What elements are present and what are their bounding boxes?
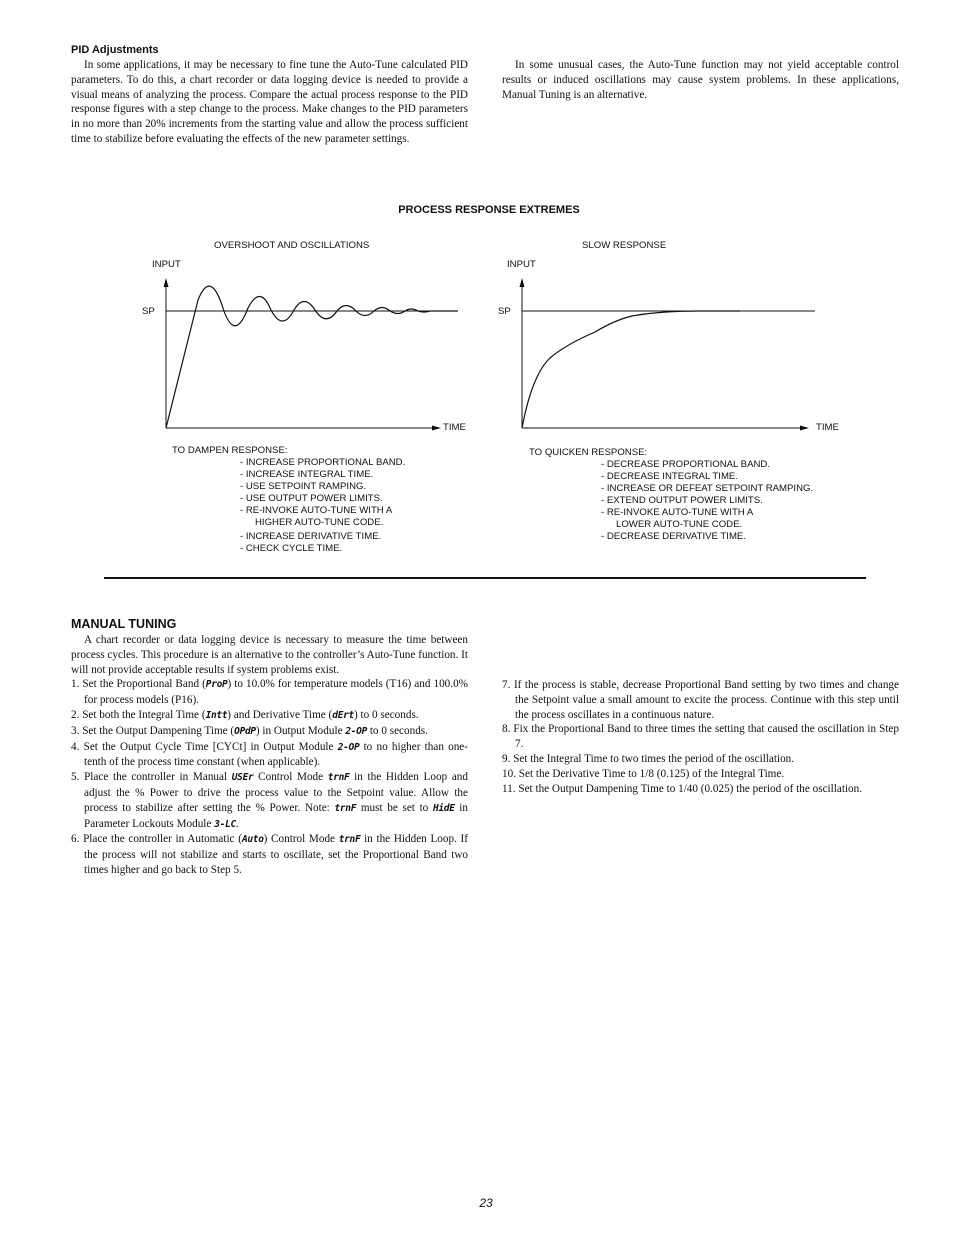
quicken-response-list <box>529 447 813 543</box>
step-4: 4. Set the Output Cycle Time [CYCt] in Output Module 2-OP to no higher than one-tenth of the process time constant (when applicable). <box>71 740 468 769</box>
right-plot-time-label: TIME <box>816 422 839 433</box>
manual-tuning-heading: MANUAL TUNING <box>71 617 177 631</box>
dampen-item: - RE-INVOKE AUTO-TUNE WITH A <box>240 505 393 516</box>
step-2: 2. Set both the Integral Time (Intt) and Derivative Time (dErt) to 0 seconds. <box>71 708 419 721</box>
step-3: 3. Set the Output Dampening Time (OPdP) in Output Module 2-OP to 0 seconds. <box>71 724 428 737</box>
figure-title: PROCESS RESPONSE EXTREMES <box>398 204 580 216</box>
manual-tuning-left-column <box>71 633 468 878</box>
quicken-item: - DECREASE INTEGRAL TIME. <box>601 471 739 482</box>
dampen-item: - USE SETPOINT RAMPING. <box>240 481 367 492</box>
quicken-item: LOWER AUTO-TUNE CODE. <box>616 519 743 530</box>
pid-left-text: In some applications, it may be necessary to fine tune the Auto-Tune calculated PID parameters. To do this, a chart recorder or data logging device is needed to provide a visual means of analyzing the process. Compare the actual process response to the PID response figures with a step change to the process. Make changes to the PID parameters in no more than 20% increments from the starting value and allow the process sufficient time to stabilize before evaluating the effects of the new parameter settings. <box>71 59 468 145</box>
right-plot-y-arrow <box>520 278 525 287</box>
quicken-item: - EXTEND OUTPUT POWER LIMITS. <box>601 495 763 506</box>
quicken-heading: TO QUICKEN RESPONSE: <box>529 447 648 458</box>
dampen-item: - CHECK CYCLE TIME. <box>240 543 343 554</box>
pid-right-text: In some unusual cases, the Auto-Tune function may not yield acceptable control results or induced oscillations may cause system problems. In these applications, Manual Tuning is an alternative. <box>502 59 899 101</box>
section-divider <box>104 577 866 579</box>
pid-adjustments-heading: PID Adjustments <box>71 44 159 56</box>
dampen-item: - INCREASE PROPORTIONAL BAND. <box>240 457 406 468</box>
manual-tuning-right-column <box>502 678 899 796</box>
dampen-item: HIGHER AUTO-TUNE CODE. <box>255 517 384 528</box>
step-8: 8. Fix the Proportional Band to three times the setting that caused the oscillation in Step 7. <box>502 723 899 751</box>
step-10: 10. Set the Derivative Time to 1/8 (0.125) of the Integral Time. <box>502 767 785 780</box>
left-plot-sp-label: SP <box>142 306 155 317</box>
right-plot-x-arrow <box>800 426 809 431</box>
quicken-item: - INCREASE OR DEFEAT SETPOINT RAMPING. <box>601 483 814 494</box>
quicken-item: - DECREASE DERIVATIVE TIME. <box>601 531 746 542</box>
quicken-item: - RE-INVOKE AUTO-TUNE WITH A <box>601 507 754 518</box>
dampen-item: - USE OUTPUT POWER LIMITS. <box>240 493 383 504</box>
right-plot-sp-label: SP <box>498 306 511 317</box>
right-plot-slow-response-curve <box>522 311 740 428</box>
manual-intro: A chart recorder or data logging device is necessary to measure the time between process cycles. This procedure is an alternative to the controller’s Auto-Tune function. It will not provide acceptable results if system problems exist. <box>71 634 468 676</box>
step-7: 7. If the process is stable, decrease Proportional Band setting by two times and change the Setpoint value a small amount to excite the process. Continue with this step until the process oscillates in a continuous nature. <box>502 679 899 721</box>
right-plot-subtitle: SLOW RESPONSE <box>582 240 667 251</box>
left-plot-subtitle: OVERSHOOT AND OSCILLATIONS <box>214 240 370 251</box>
step-1: 1. Set the Proportional Band (ProP) to 10.0% for temperature models (T16) and 100.0% for process models (P16). <box>71 678 468 707</box>
page-number: 23 <box>479 1196 493 1210</box>
dampen-item: - INCREASE DERIVATIVE TIME. <box>240 531 382 542</box>
step-6: 6. Place the controller in Automatic (Auto) Control Mode trnF in the Hidden Loop. If the process will not stabilize and starts to oscillate, set the Proportional Band two times higher and go back to Step 5. <box>71 833 468 876</box>
right-plot-input-label: INPUT <box>507 259 536 270</box>
step-11: 11. Set the Output Dampening Time to 1/40 (0.025) the period of the oscillation. <box>502 782 863 795</box>
quicken-items <box>529 459 813 543</box>
dampen-item: - INCREASE INTEGRAL TIME. <box>240 469 374 480</box>
left-plot-input-label: INPUT <box>152 259 181 270</box>
step-9: 9. Set the Integral Time to two times the period of the oscillation. <box>502 752 795 765</box>
left-plot-time-label: TIME <box>443 422 466 433</box>
step-5: 5. Place the controller in Manual USEr Control Mode trnF in the Hidden Loop and adjust the % Power to drive the process value to the Setpoint value. Allow the process to stabilize after setting the % Power. Note: trnF must be set to HidE in Parameter Lockouts Module 3-LC. <box>71 771 468 830</box>
dampen-heading: TO DAMPEN RESPONSE: <box>172 445 288 456</box>
quicken-item: - DECREASE PROPORTIONAL BAND. <box>601 459 770 470</box>
